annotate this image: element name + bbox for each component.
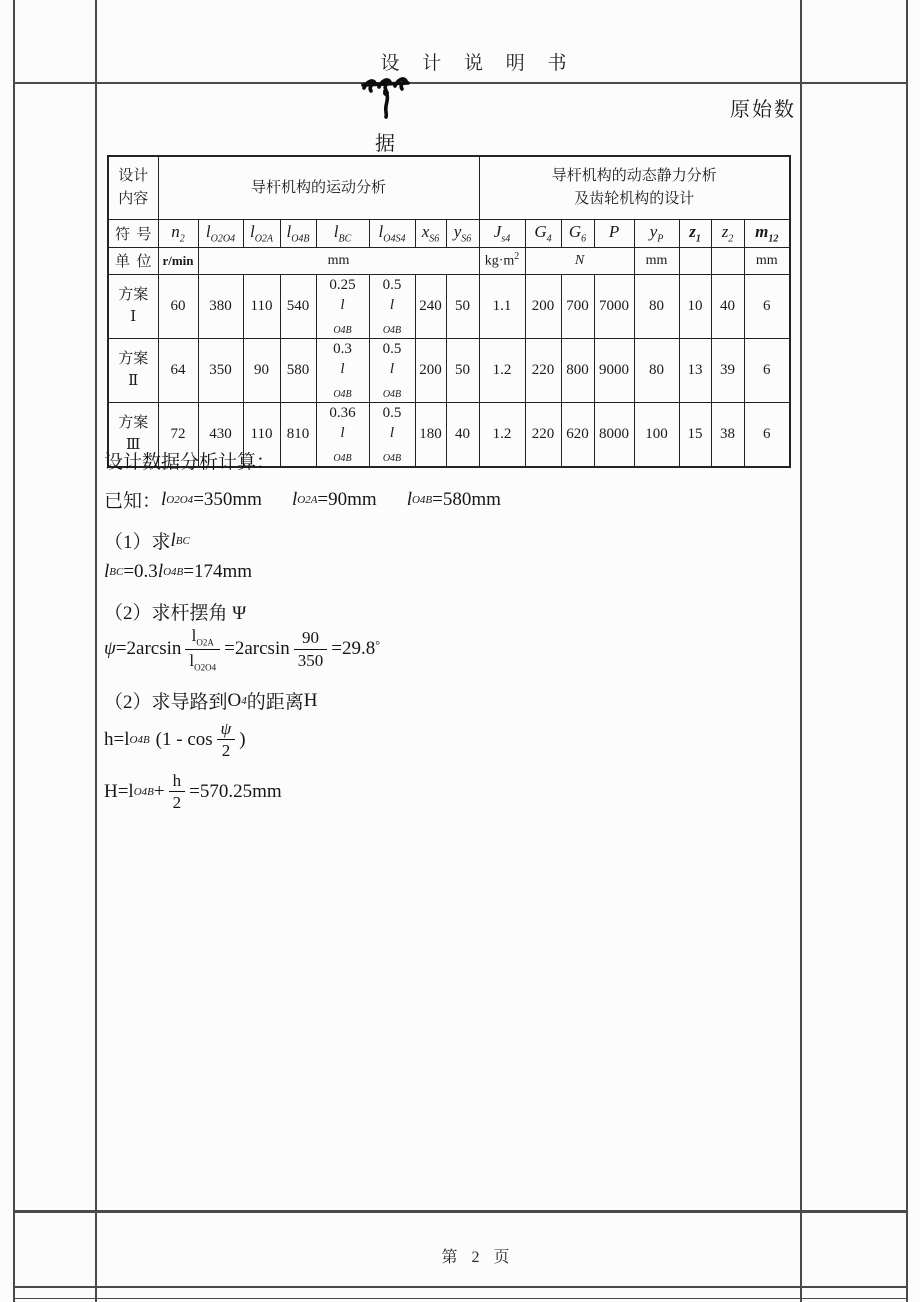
cell-sym-g6: $G_6$ (561, 219, 594, 247)
cell-label-scheme-2: 方案 Ⅱ (108, 338, 158, 402)
cell-lo2o4: 430 (198, 402, 243, 467)
cell-unit-z1 (679, 247, 711, 274)
cell-lo2a: 110 (243, 402, 280, 467)
cell-z1: 10 (679, 274, 711, 338)
cell-js4: 1.1 (479, 274, 525, 338)
cell-sym-g4: $G_4$ (525, 219, 561, 247)
border-left-inner (95, 0, 97, 1302)
calc-title: 设计数据分析计算： (104, 452, 276, 473)
cell-ys6: 50 (446, 274, 479, 338)
cell-g6: 620 (561, 402, 594, 467)
cell-xs6: 200 (415, 338, 446, 402)
cell-z2: 40 (711, 274, 744, 338)
cell-sym-m12: $m_{12}$ (744, 219, 790, 247)
fraction-lo2a-over-lo2o4: $\frac{l_{O2A}}{l_{O2O4}}$ (185, 625, 220, 673)
cell-sym-ys6: $y_{S6}$ (446, 219, 479, 247)
calc-formula-lbc: l BC =0.3 l O4B =174mm (104, 561, 253, 582)
cell-symbol-label (108, 219, 158, 247)
symbol-label-a: 符 (115, 226, 131, 243)
cell-unit-m12: mm (744, 247, 790, 274)
cell-unit-label (108, 247, 158, 274)
cell-lo2o4: 380 (198, 274, 243, 338)
table-row-scheme-2 (108, 338, 790, 402)
cell-z1: 15 (679, 402, 711, 467)
cell-z2: 39 (711, 338, 744, 402)
cell-lo4b: 810 (280, 402, 316, 467)
cell-sym-z2: $z_2$ (711, 219, 744, 247)
cell-unit-force: N (525, 247, 634, 274)
border-left-outer (13, 0, 15, 1302)
calc-formula-h: h=l O4B (1 - cos $\frac{\psi}{2}$ ) (104, 719, 246, 761)
cell-unit-yp: mm (634, 247, 679, 274)
document-title: 设 计 说 明 书 (380, 53, 576, 74)
cell-n2: 64 (158, 338, 198, 402)
cell-sym-lo4b: $l_{O4B}$ (280, 219, 316, 247)
rule-footer-top (13, 1210, 908, 1213)
table-header-row (108, 156, 790, 219)
group-dynamics-line2: 及齿轮机构的设计 (574, 190, 695, 207)
ink-blot (383, 90, 389, 96)
unit-label-a: 单 (115, 254, 131, 270)
calc-known-line: 已知： l O2O4 =350mm l O2A =90mm l O4B =580mm (104, 486, 501, 513)
cell-z2: 38 (711, 402, 744, 467)
cell-js4: 1.2 (479, 338, 525, 402)
calc-step1-heading: （1）求 l BC (104, 529, 190, 553)
heading-original-data-part2: 据 (375, 133, 395, 155)
rule-page-bottom (13, 1298, 908, 1299)
cell-sym-p: P (594, 219, 634, 247)
cell-sym-lo4s4: $l_{O4S4}$ (369, 219, 415, 247)
calc-step3-heading: （2）求导路到 O 4 的距离 H (104, 689, 318, 713)
cell-n2: 60 (158, 274, 198, 338)
cell-yp: 80 (634, 274, 679, 338)
cell-p: 8000 (594, 402, 634, 467)
fraction-90-over-350: $\frac{90}{350}$ (294, 627, 328, 671)
border-right-outer (906, 0, 908, 1302)
fraction-h-over-2: $\frac{h}{2}$ (169, 770, 186, 814)
cell-group-dynamics (479, 156, 790, 219)
cell-lo4s4: 0.5 l $_{O4B}$ (369, 338, 415, 402)
calc-formula-H: H=l O4B + $\frac{h}{2}$ =570.25mm (104, 771, 282, 813)
original-data-table (107, 155, 791, 468)
cell-ys6: 50 (446, 338, 479, 402)
corner-line1: 设计 (118, 168, 149, 185)
cell-group-kinematics: 导杆机构的运动分析 (158, 156, 479, 219)
cell-sym-lbc: $l_{BC}$ (316, 219, 369, 247)
cell-sym-lo2a: $l_{O2A}$ (243, 219, 280, 247)
group-dynamics-line1: 导杆机构的动态静力分析 (551, 168, 717, 185)
rule-footer-bottom (13, 1286, 908, 1288)
border-right-inner (800, 0, 802, 1302)
cell-yp: 100 (634, 402, 679, 467)
cell-p: 9000 (594, 338, 634, 402)
cell-g6: 700 (561, 274, 594, 338)
known-label: 已知： (104, 491, 162, 512)
cell-p: 7000 (594, 274, 634, 338)
cell-unit-z2 (711, 247, 744, 274)
cell-g4: 220 (525, 338, 561, 402)
cell-lo4s4: 0.5 l $_{O4B}$ (369, 274, 415, 338)
cell-ys6: 40 (446, 402, 479, 467)
calc-formula-psi: ψ =2arcsin $\frac{l_{O2A}}{l_{O2O4}}$ =2arcsin $\frac{90}{350}$ =29.8 ° (104, 626, 381, 673)
cell-xs6: 180 (415, 402, 446, 467)
cell-m12: 6 (744, 402, 790, 467)
corner-line2: 内容 (118, 190, 149, 207)
cell-label-scheme-3: 方案 Ⅲ (108, 402, 158, 467)
cell-js4: 1.2 (479, 402, 525, 467)
cell-sym-js4: $J_{s4}$ (479, 219, 525, 247)
cell-lo2a: 110 (243, 274, 280, 338)
cell-sym-n2: $n_2$ (158, 219, 198, 247)
cell-xs6: 240 (415, 274, 446, 338)
cell-label-scheme-1: 方案 Ⅰ (108, 274, 158, 338)
unit-row (108, 247, 790, 274)
cell-lbc: 0.36 l $_{O4B}$ (316, 402, 369, 467)
cell-g6: 800 (561, 338, 594, 402)
unit-label-b: 位 (136, 254, 152, 270)
page-number: 第 2 页 (441, 1249, 515, 1266)
fraction-psi-over-2: $\frac{\psi}{2}$ (217, 718, 236, 762)
cell-g4: 220 (525, 402, 561, 467)
cell-sym-yp: $y_P$ (634, 219, 679, 247)
handwritten-ink-mark (360, 76, 422, 120)
cell-lo4b: 580 (280, 338, 316, 402)
cell-lbc: 0.3 l $_{O4B}$ (316, 338, 369, 402)
cell-lbc: 0.25 l $_{O4B}$ (316, 274, 369, 338)
cell-lo4b: 540 (280, 274, 316, 338)
cell-sym-xs6: $x_{S6}$ (415, 219, 446, 247)
calc-step2-heading: （2）求杆摆角 Ψ (104, 603, 247, 624)
cell-lo2a: 90 (243, 338, 280, 402)
cell-design-content (108, 156, 158, 219)
cell-yp: 80 (634, 338, 679, 402)
heading-original-data-part1: 原始数 (730, 99, 796, 121)
table-row-scheme-1 (108, 274, 790, 338)
cell-z1: 13 (679, 338, 711, 402)
cell-lo4s4: 0.5 l $_{O4B}$ (369, 402, 415, 467)
symbol-label-b: 号 (136, 226, 152, 243)
cell-sym-z1: $z_1$ (679, 219, 711, 247)
cell-unit-n2: r/min (158, 247, 198, 274)
rule-below-title (13, 82, 908, 84)
cell-lo2o4: 350 (198, 338, 243, 402)
cell-unit-length: mm (198, 247, 479, 274)
cell-unit-js4: $kg\cdot m^2$ (479, 247, 525, 274)
cell-m12: 6 (744, 338, 790, 402)
cell-n2: 72 (158, 402, 198, 467)
cell-g4: 200 (525, 274, 561, 338)
cell-m12: 6 (744, 274, 790, 338)
cell-sym-lo2o4: $l_{O2O4}$ (198, 219, 243, 247)
symbol-row (108, 219, 790, 247)
